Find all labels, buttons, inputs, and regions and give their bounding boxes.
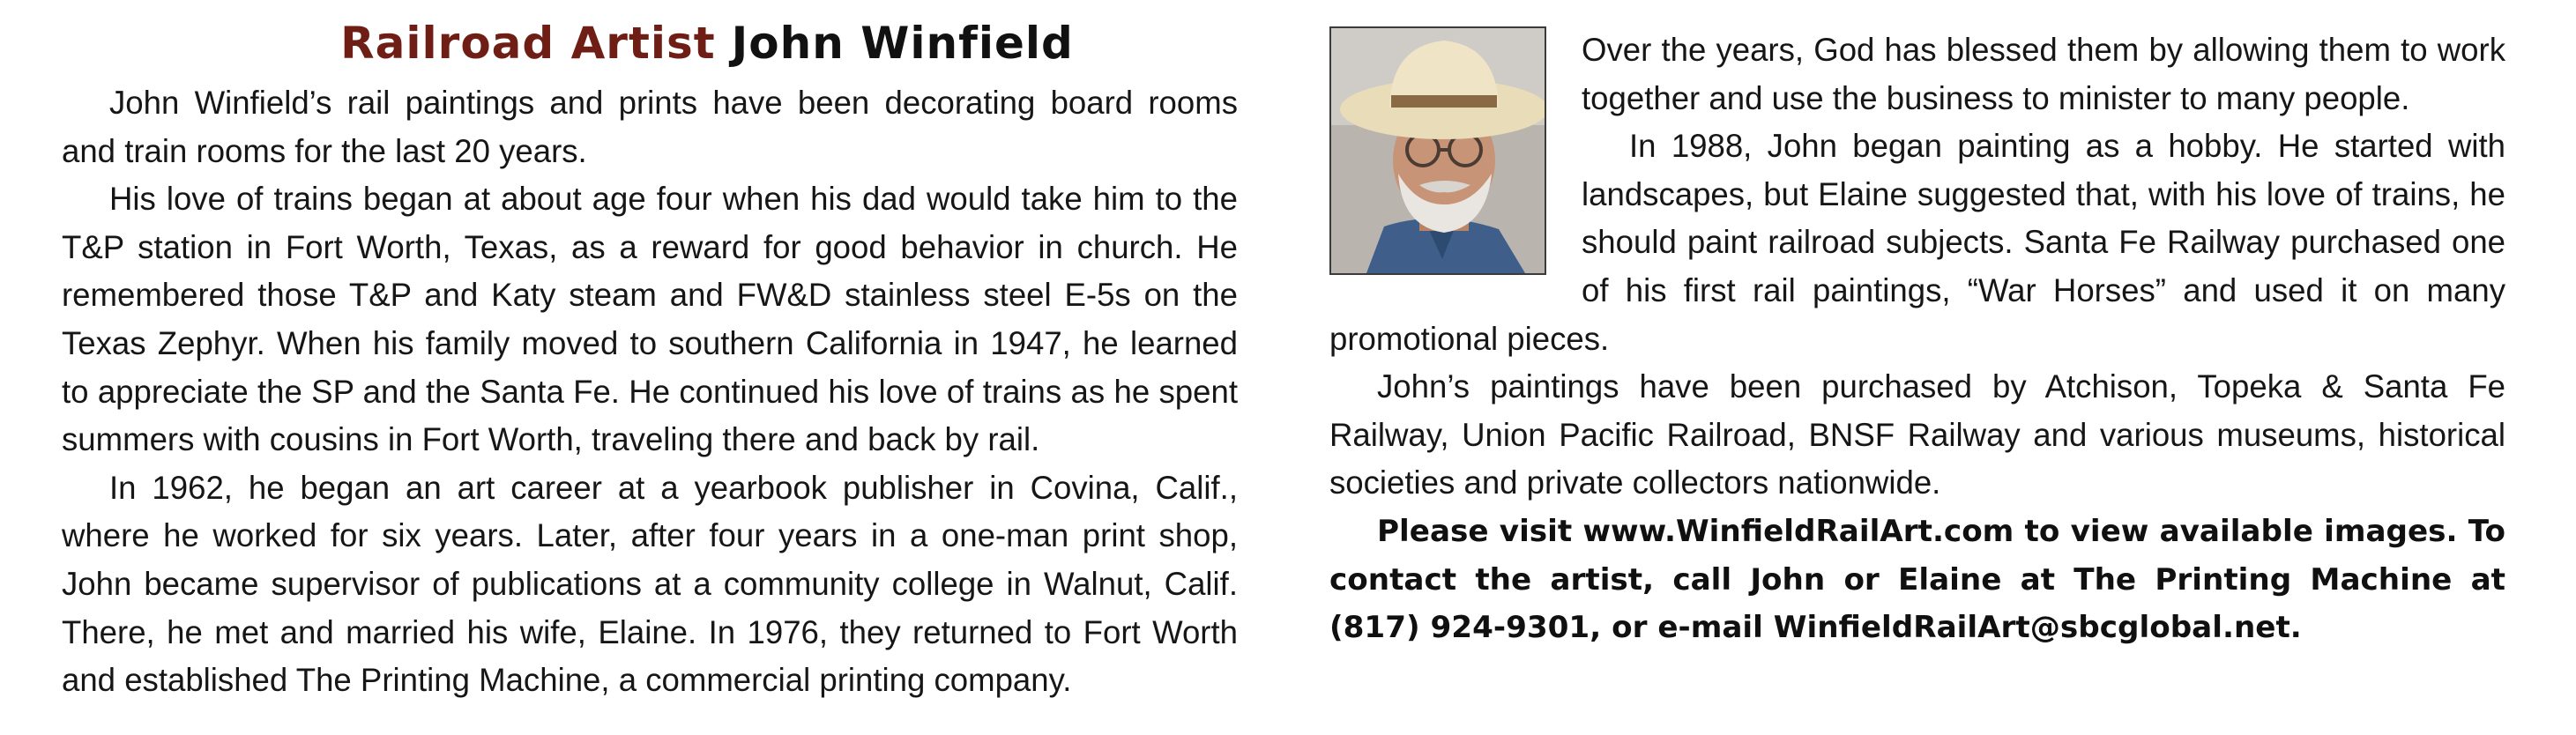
bio-paragraph-career: In 1962, he began an art career at a yearbook publisher in Covina, Calif., where he worked for six years. Later, after four years in a one-man print shop, John became supervisor of publications at a community college in Walnut, Calif. There, he met and married his wife, Elaine. In 1976, they returned to Fort Worth and established The Printing Machine, a commercial printing company. <box>62 469 1238 699</box>
right-column <box>1329 26 2505 652</box>
portrait-photo-icon <box>1329 26 1546 275</box>
title-railroad-artist: Railroad Artist <box>340 18 716 69</box>
bio-paragraph-blessed: Over the years, God has blessed them by allowing them to work together and use the business to minister to many people. <box>1582 32 2505 116</box>
contact-info: Please visit www.WinfieldRailArt.com to view available images. To contact the artist, call John or Elaine at The Printing Machine at (817) 924-9301, or e-mail WinfieldRailArt@sbcglobal.net. <box>1329 513 2505 646</box>
bio-paragraph-intro: John Winfield’s rail paintings and prints have been decorating board rooms and train rooms for the last 20 years. <box>62 85 1238 169</box>
bio-paragraph-collectors: John’s paintings have been purchased by Atchison, Topeka & Santa Fe Railway, Union Pacific Railroad, BNSF Railway and various museums, historical societies and private collectors nationwide. <box>1329 368 2505 501</box>
portrait-illustration <box>1331 28 1545 273</box>
page-title <box>62 12 1238 74</box>
left-column <box>62 12 1238 705</box>
bio-paragraph-childhood: His love of trains began at about age four when his dad would take him to the T&P station in Fort Worth, Texas, as a reward for good behavior in church. He remembered those T&P and Katy steam and FW&D stainless steel E-5s on the Texas Zephyr. When his family moved to southern California in 1947, he learned to appreciate the SP and the Santa Fe. He continued his love of trains as he spent summers with cousins in Fort Worth, traveling there and back by rail. <box>62 181 1238 458</box>
title-artist-name: John Winfield <box>731 18 1074 69</box>
bio-paragraph-painting: In 1988, John began painting as a hobby. He started with landscapes, but Elaine suggested that, with his love of trains, he should paint railroad subjects. Santa Fe Railway purchased one of his first rail paintings, “War Horses” and used it on many promotional pieces. <box>1329 128 2505 357</box>
